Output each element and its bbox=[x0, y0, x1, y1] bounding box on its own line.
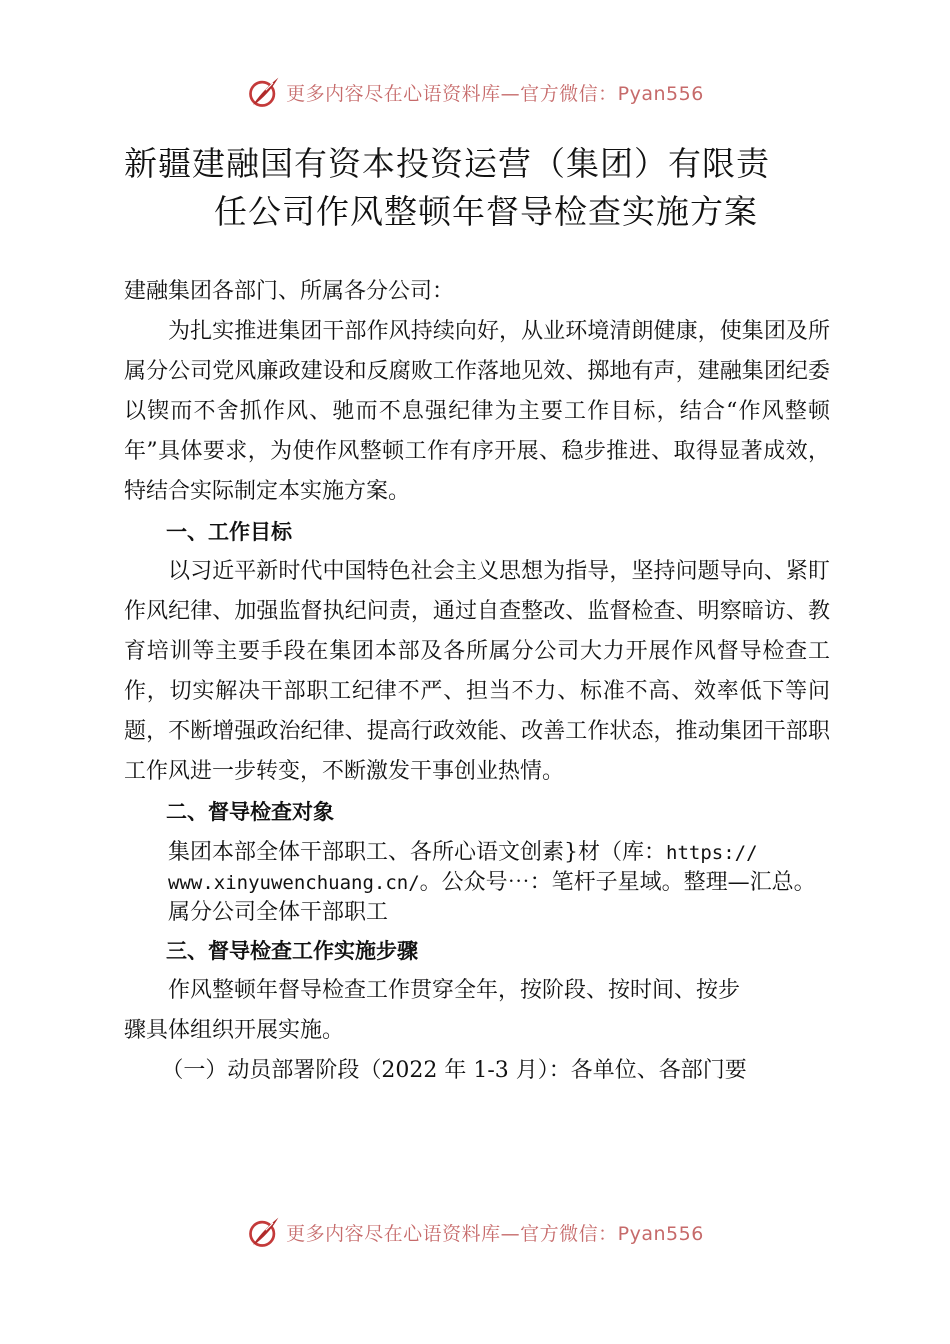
section-3-paragraph-line-b: 骤具体组织开展实施。 bbox=[124, 1018, 345, 1043]
intro-paragraph: 为扎实推进集团干部作风持续向好，从业环境清朗健康，使集团及所属分公司党风廉政建设和反腐败工作落地见效、掷地有声，建融集团纪委以锲而不舍抓作风、驰而不息强纪律为主要工作目标，结合“作风整顿年”具体要求，为使作风整顿工作有序开展、稳步推进、取得显著成效，特结合实际制定本实施方案。 bbox=[124, 319, 830, 504]
section-3-heading: 三、督导检查工作实施步骤 bbox=[166, 939, 418, 963]
section-1-paragraph: 以习近平新时代中国特色社会主义思想为指导，坚持问题导向、紧盯作风纪律、加强监督执纪问责，通过自查整改、监督检查、明察暗访、教育培训等主要手段在集团本部及各所属分公司大力开展作风督导检查工作，切实解决干部职工纪律不严、担当不力、标准不高、效率低下等问题，不断增强政治纪律、提高行政效能、改善工作状态，推动集团干部职工作风进一步转变，不断激发干事创业热情。 bbox=[124, 559, 830, 784]
banner-text: 更多内容尽在心语资料库—官方微信：Pyan556 bbox=[286, 82, 704, 105]
section-2-paragraph: 集团本部全体干部职工、各所心语文创素}材（库：https:// www.xinyuwenchuang.cn/。公众号⋯：笔杆子星域。整理—汇总。 属分公司全体干部职工 bbox=[168, 840, 816, 925]
salutation: 建融集团各部门、所属各分公司： bbox=[124, 279, 455, 304]
header-banner bbox=[0, 72, 950, 112]
section-3-step-1: （一）动员部署阶段（2022 年 1-3 月）：各单位、各部门要 bbox=[161, 1058, 747, 1083]
document-body bbox=[124, 272, 830, 1091]
document-title bbox=[110, 140, 840, 236]
quill-pen-logo-icon bbox=[246, 74, 282, 110]
section-2-heading: 二、督导检查对象 bbox=[166, 800, 334, 824]
section-3-paragraph-line-a: 作风整顿年督导检查工作贯穿全年，按阶段、按时间、按步 bbox=[168, 978, 741, 1003]
footer-banner bbox=[0, 1212, 950, 1252]
section-1-heading: 一、工作目标 bbox=[166, 520, 292, 544]
banner-text: 更多内容尽在心语资料库—官方微信：Pyan556 bbox=[286, 1222, 704, 1245]
quill-pen-logo-icon bbox=[246, 1214, 282, 1250]
title-line-2: 任公司作风整顿年督导检查实施方案 bbox=[214, 192, 758, 231]
title-line-1: 新疆建融国有资本投资运营（集团）有限责 bbox=[124, 144, 770, 183]
